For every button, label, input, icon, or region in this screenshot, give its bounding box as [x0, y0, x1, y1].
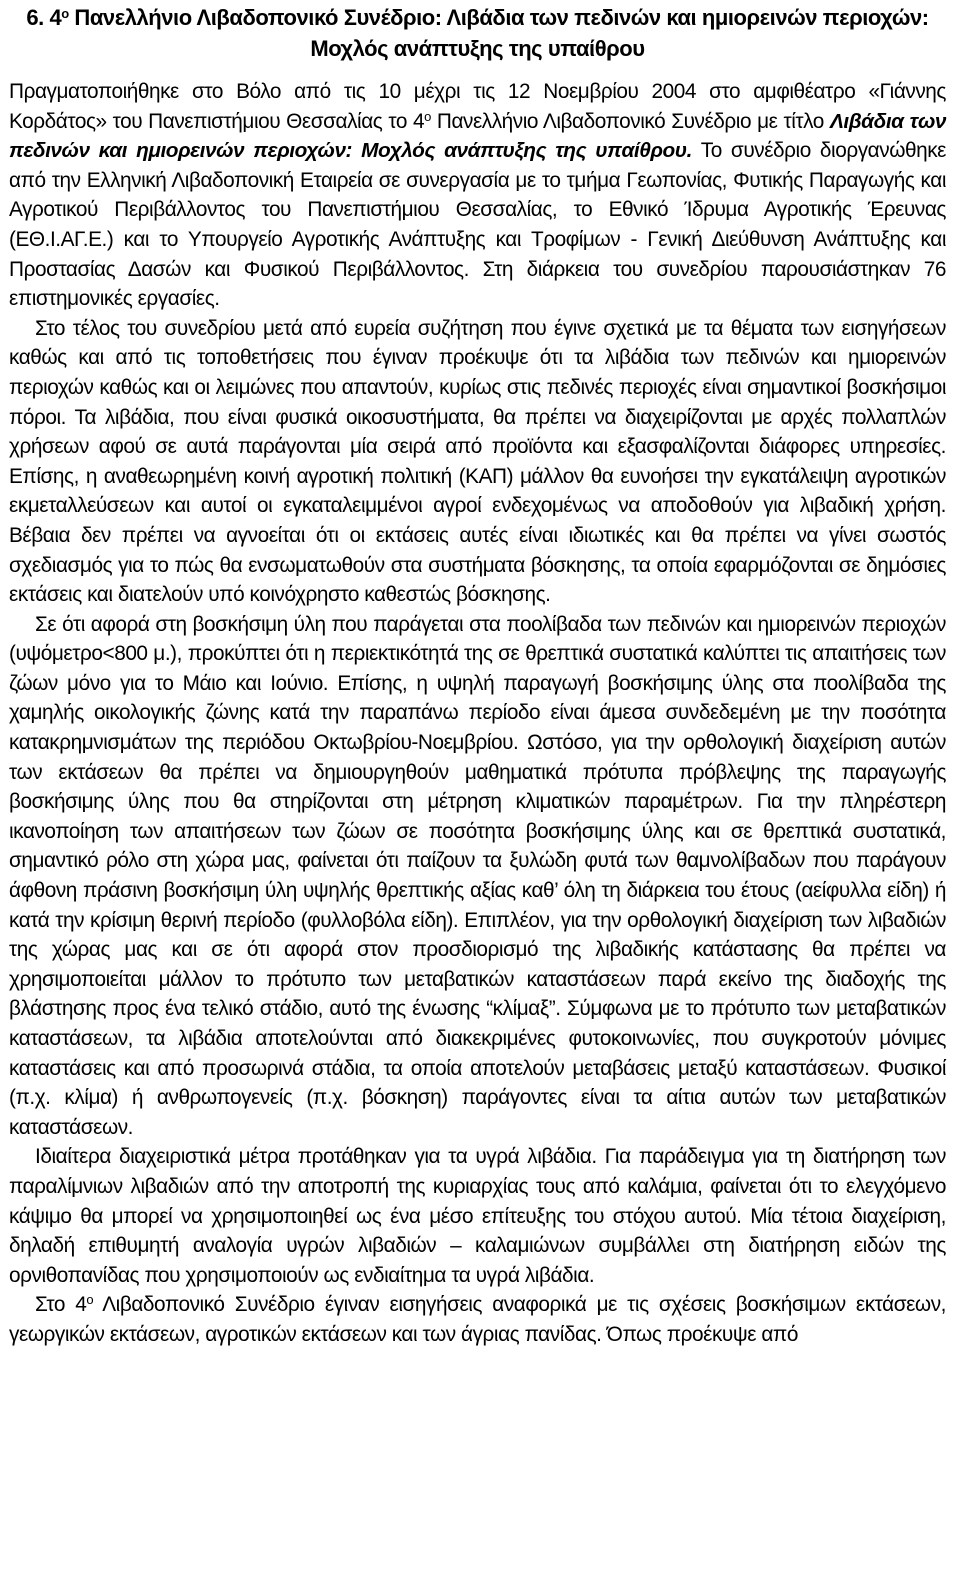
closing-text-b: Λιβαδοπονικό Συνέδριο έγιναν εισηγήσεις αναφορικά με τις σχέσεις βοσκήσιμων εκτάσεων, γεωργικών εκτάσεων, αγροτικών εκτάσεων και των άγριας πανίδας. Όπως προέκυψε από — [9, 1293, 946, 1346]
closing-ordinal: ο — [86, 1292, 94, 1308]
heading-text: Πανελλήνιο Λιβαδοπονικό Συνέδριο: Λιβάδια των πεδινών και ημιορεινών περιοχών: Μοχλός ανάπτυξης της υπαίθρου — [68, 5, 929, 61]
heading-number: 6. 4 — [26, 5, 62, 30]
closing-text-a: Στο 4 — [35, 1293, 87, 1317]
paragraph-closing — [9, 1290, 946, 1349]
intro-text-a: Πραγματοποιήθηκε στο Βόλο από τις 10 μέχρι τις 12 Νοεμβρίου 2004 στο αμφιθέατρο «Γιάννης Κορδάτος» του Πανεπιστήμιου Θεσσαλίας το 4 — [9, 80, 946, 133]
intro-text-c: Το συνέδριο διοργανώθηκε από την Ελληνική Λιβαδοπονική Εταιρεία σε συνεργασία με το τμήμα Γεωπονίας, Φυτικής Παραγωγής και Αγροτικού Περιβάλλοντος του Πανεπιστήμιου Θεσσαλίας, το Εθνικό Ίδρυμα Αγροτικής Έρευνας (ΕΘ.Ι.ΑΓ.Ε.) και το Υπουργείο Αγροτικής Ανάπτυξης και Τροφίμων - Γενική Διεύθυνση Ανάπτυξης και Προστασίας Δασών και Φυσικού Περιβάλλοντος. Στη διάρκεια του συνεδρίου παρουσιάστηκαν 76 επιστημονικές εργασίες. — [9, 139, 946, 311]
document-body — [9, 77, 946, 1350]
conference-title: Λιβάδια των πεδινών και ημιορεινών περιοχών: Μοχλός ανάπτυξης της υπαίθρου. — [9, 109, 947, 163]
paragraph-wetlands: Ιδιαίτερα διαχειριστικά μέτρα προτάθηκαν για τα υγρά λιβάδια. Για παράδειγμα για τη διατήρηση των παραλίμνιων λιβαδιών από την αποτροπή της κυριαρχίας τους από καλάμια, φαίνεται ότι το ελεγχόμενο κάψιμο θα μπορεί να χρησιμοποιηθεί ως ένα μέσο επίτευξης του στόχου αυτού. Μία τέτοια διαχείριση, δηλαδή επιθυμητή αναλογία υγρών λιβαδιών – καλαμιώνων συμβάλλει στη διατήρηση ειδών της ορνιθοπανίδας που χρησιμοποιούν ως ενδιαίτημα τα υγρά λιβάδια. — [9, 1145, 946, 1287]
paragraph-forage: Σε ότι αφορά στη βοσκήσιμη ύλη που παράγεται στα ποολίβαδα των πεδινών και ημιορεινών περιοχών (υψόμετρο<800 μ.), προκύπτει ότι η περιεκτικότητά της σε θρεπτικά συστατικά καλύπτει τις απαιτήσεις των ζώων μόνο για το Μάιο και Ιούνιο. Επίσης, η υψηλή παραγωγή βοσκήσιμης ύλης στα ποολίβαδα της χαμηλής οικολογικής ζώνης κατά την παραπάνω περίοδο είναι άμεσα συνδεδεμένη με την ποσότητα κατακρημνισμάτων της περιόδου Οκτωβρίου-Νοεμβρίου. Ωστόσο, για την ορθολογική διαχείριση αυτών των εκτάσεων θα πρέπει να δημιουργηθούν μαθηματικά πρότυπα πρόβλεψης της παραγωγής βοσκήσιμης ύλης που θα στηρίζονται στη μέτρηση κλιματικών παραμέτρων. Για την πληρέστερη ικανοποίηση των απαιτήσεων των ζώων σε ποσότητα βοσκήσιμης ύλης και σε θρεπτικά συστατικά, σημαντικό ρόλο στη χώρα μας, φαίνεται ότι παίζουν τα ξυλώδη φυτά των θαμνολίβαδων που παράγουν άφθονη πράσινη βοσκήσιμη ύλη υψηλής θρεπτικής αξίας καθ’ όλη τη διάρκεια του έτους (αείφυλλα είδη) ή κατά την κρίσιμη θερινή περίοδο (φυλλοβόλα είδη). Επιπλέον, για την ορθολογική διαχείριση των λιβαδιών της χώρας μας και σε ότι αφορά στον προσδιορισμό της λιβαδικής κατάστασης θα πρέπει να χρησιμοποιείται μάλλον το πρότυπο των μεταβατικών καταστάσεων παρά εκείνο της διαδοχής της βλάστησης προς ένα τελικό στάδιο, αυτό της ένωσης “κλίμαξ”. Σύμφωνα με το πρότυπο των μεταβατικών καταστάσεων, τα λιβάδια αποτελούνται από διακεκριμένες φυτοκοινωνίες, που συγκροτούν μόνιμες καταστάσεις και από προσωρινά στάδια, τα οποία αποτελούν μεταβάσεις μεταξύ καταστάσεων. Φυσικοί (π.χ. κλίμα) ή ανθρωπογενείς (π.χ. βόσκηση) παράγοντες είναι τα αίτια αυτών των μεταβατικών καταστάσεων. — [9, 612, 946, 1139]
heading-ordinal: ο — [61, 6, 69, 21]
intro-text-b: Πανελλήνιο Λιβαδοπονικό Συνέδριο με τίτλο — [430, 109, 830, 133]
section-heading — [9, 2, 946, 64]
intro-ordinal: ο — [424, 108, 431, 124]
paragraph-intro — [9, 77, 946, 314]
paragraph-conclusions: Στο τέλος του συνεδρίου μετά από ευρεία συζήτηση που έγινε σχετικά με τα θέματα των εισηγήσεων καθώς και από τις τοποθετήσεις που έγιναν προέκυψε ότι τα λιβάδια των πεδινών και ημιορεινών περιοχών καθώς και οι λειμώνες που απαντούν, κυρίως στις πεδινές περιοχές είναι σημαντικοί βοσκήσιμοι πόροι. Τα λιβάδια, που είναι φυσικά οικοσυστήματα, θα πρέπει να διαχειρίζονται με αρχές πολλαπλών χρήσεων αφού σε αυτά παράγονται μία σειρά από προϊόντα και εξασφαλίζονται διάφορες υπηρεσίες. Επίσης, η αναθεωρημένη κοινή αγροτική πολιτική (ΚΑΠ) μάλλον θα ευνοήσει την εγκατάλειψη αγροτικών εκμεταλλεύσεων και αυτοί οι εγκαταλειμμένοι αγροί ενδεχομένως να αποδοθούν για λιβαδική χρήση. Βέβαια δεν πρέπει να αγνοείται ότι οι εκτάσεις αυτές είναι ιδιωτικές και θα πρέπει να γίνει σωστός σχεδιασμός για το πώς θα ενσωματωθούν στα συστήματα βόσκησης, τα οποία εφαρμόζονται σε δημόσιες εκτάσεις και διατελούν υπό κοινόχρηστο καθεστώς βόσκησης. — [9, 316, 946, 607]
